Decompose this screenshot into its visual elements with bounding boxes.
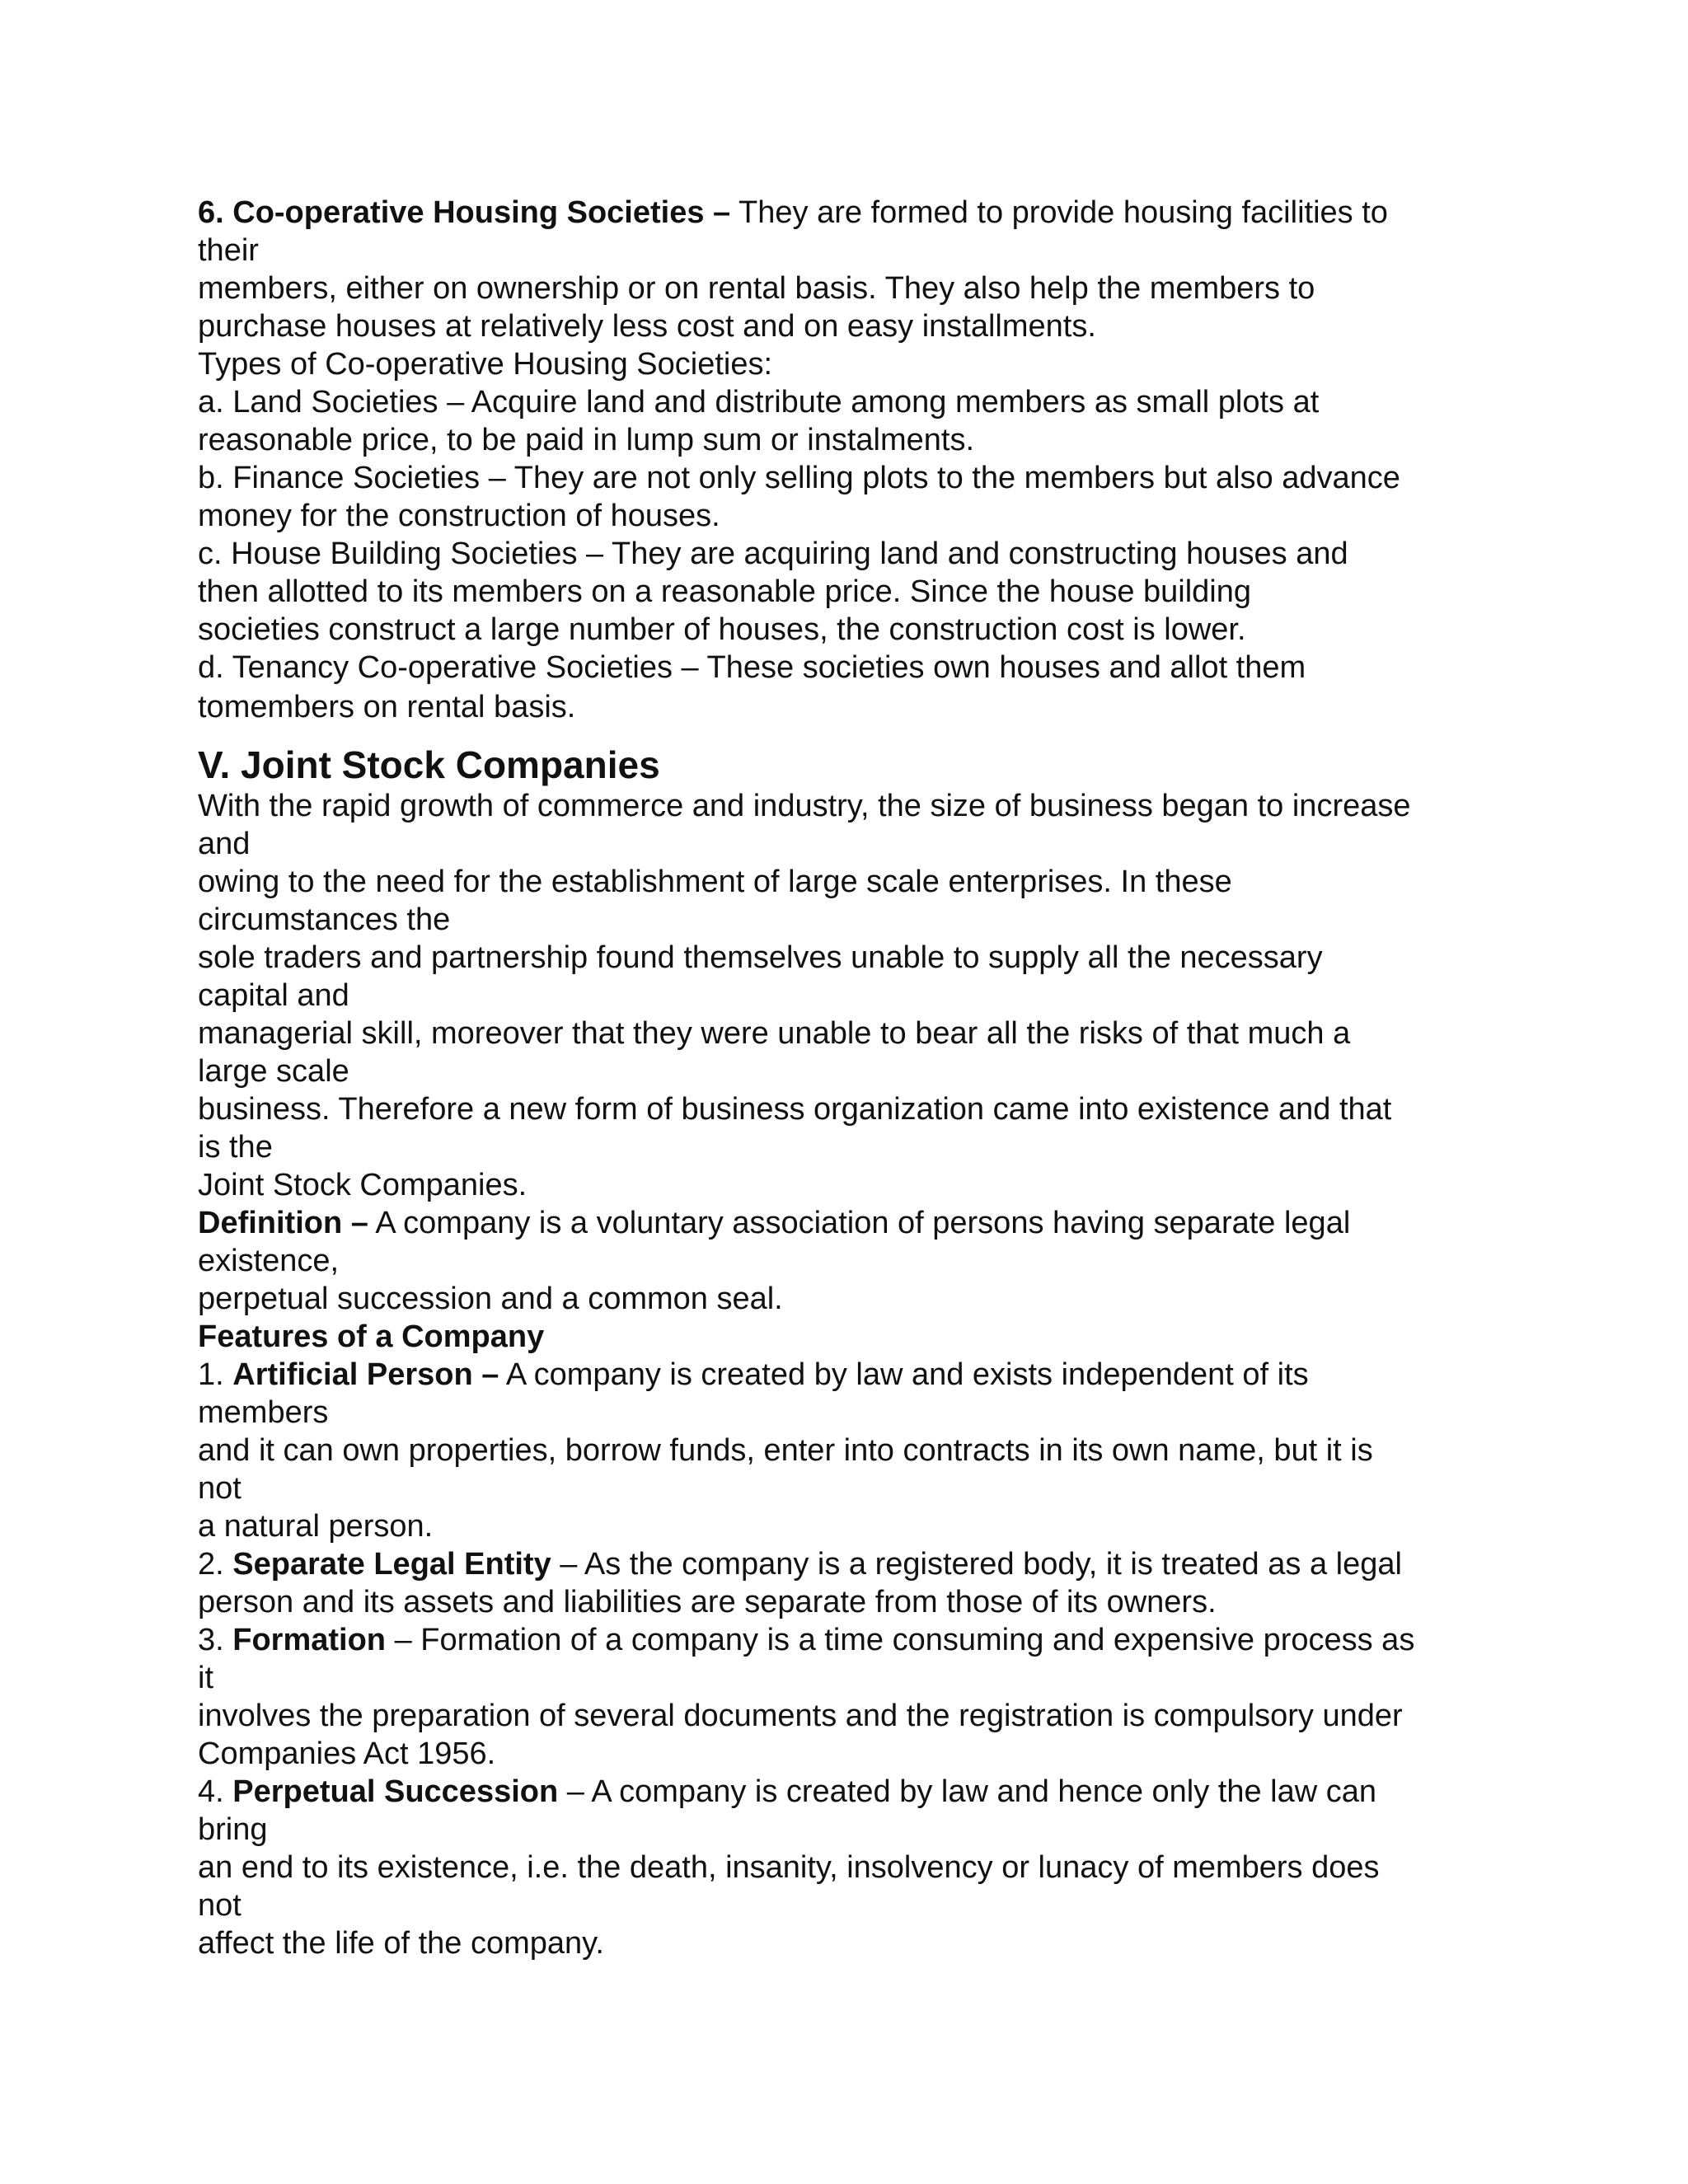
text-line: reasonable price, to be paid in lump sum or instalments. [198,423,975,457]
feature-3-text: – Formation of a company is a time consuming and expensive process as [386,1623,1415,1657]
feature-2-line [198,1545,1500,1583]
feature-number: 3. [198,1623,233,1657]
text-line: members [198,1395,329,1430]
housing-intro-text: They are formed to provide housing facilities to [730,195,1388,230]
text-line: members, either on ownership or on rental basis. They also help the members to [198,271,1315,306]
feature-1-title: Artificial Person – [232,1357,499,1392]
text-line: an end to its existence, i.e. the death, insanity, insolvency or lunacy of members does [198,1850,1380,1885]
feature-2-title: Separate Legal Entity [232,1547,551,1582]
feature-4-text: – A company is created by law and hence only the law can [558,1774,1377,1809]
text-line: and [198,827,251,861]
definition-label: Definition – [198,1206,368,1240]
text-line: sole traders and partnership found themselves unable to supply all the necessary [198,940,1323,975]
text-line: bring [198,1812,268,1847]
text-line: circumstances the [198,902,451,937]
feature-number: 1. [198,1357,233,1392]
text-line: is the [198,1130,273,1165]
housing-societies-section [198,194,1500,728]
text-line: a natural person. [198,1509,434,1544]
feature-3-line [198,1621,1500,1659]
housing-title: 6. Co-operative Housing Societies – [198,195,731,230]
feature-number: 4. [198,1774,233,1809]
text-line: business. Therefore a new form of business organization came into existence and that [198,1092,1392,1127]
type-a-line: a. Land Societies – Acquire land and distribute among members as small plots at [198,385,1320,419]
text-line: managerial skill, moreover that they were unable to bear all the risks of that much a [198,1016,1351,1051]
feature-1-line [198,1356,1500,1394]
feature-4-line [198,1773,1500,1811]
feature-3-title: Formation [232,1623,387,1657]
text-line: their [198,233,259,268]
text-line: and it can own properties, borrow funds, enter into contracts in its own name, but it is [198,1433,1373,1468]
text-line: not [198,1471,241,1506]
type-c-line: c. House Building Societies – They are acquiring land and constructing houses and [198,537,1348,571]
text-line: Joint Stock Companies. [198,1168,528,1202]
text-line: purchase houses at relatively less cost and on easy installments. [198,309,1096,344]
text-line: not [198,1888,241,1923]
section-heading: V. Joint Stock Companies [198,743,660,786]
text-line: existence, [198,1244,340,1278]
feature-number: 2. [198,1547,233,1582]
text-line: money for the construction of houses. [198,499,720,533]
definition-line [198,1204,1500,1242]
text-line: Companies Act 1956. [198,1736,496,1771]
text-line: perpetual succession and a common seal. [198,1282,783,1316]
joint-stock-section [198,728,1500,1962]
text-line: it [198,1661,213,1695]
type-d-line: d. Tenancy Co-operative Societies – These societies own houses and allot them [198,650,1306,685]
text-line: involves the preparation of several documents and the registration is compulsory under [198,1699,1403,1733]
features-title: Features of a Company [198,1319,545,1354]
feature-4-title: Perpetual Succession [232,1774,559,1809]
document-page [198,194,1500,1962]
feature-1-text: A company is created by law and exists independent of its [499,1357,1309,1392]
feature-2-text: – As the company is a registered body, it is treated as a legal [551,1547,1402,1582]
text-line: societies construct a large number of houses, the construction cost is lower. [198,612,1246,647]
housing-intro-line [198,194,1500,232]
text-line: tomembers on rental basis. [198,690,576,724]
text-line: person and its assets and liabilities are separate from those of its owners. [198,1585,1217,1619]
text-line: affect the life of the company. [198,1926,604,1961]
text-line: owing to the need for the establishment of large scale enterprises. In these [198,865,1232,899]
text-line: large scale [198,1054,349,1089]
text-line: With the rapid growth of commerce and industry, the size of business began to increase [198,789,1411,823]
text-line: then allotted to its members on a reasonable price. Since the house building [198,574,1252,609]
text-line: capital and [198,978,349,1013]
definition-text: A company is a voluntary association of persons having separate legal [368,1206,1351,1240]
types-title: Types of Co-operative Housing Societies: [198,347,773,382]
type-b-line: b. Finance Societies – They are not only selling plots to the members but also advance [198,461,1400,495]
